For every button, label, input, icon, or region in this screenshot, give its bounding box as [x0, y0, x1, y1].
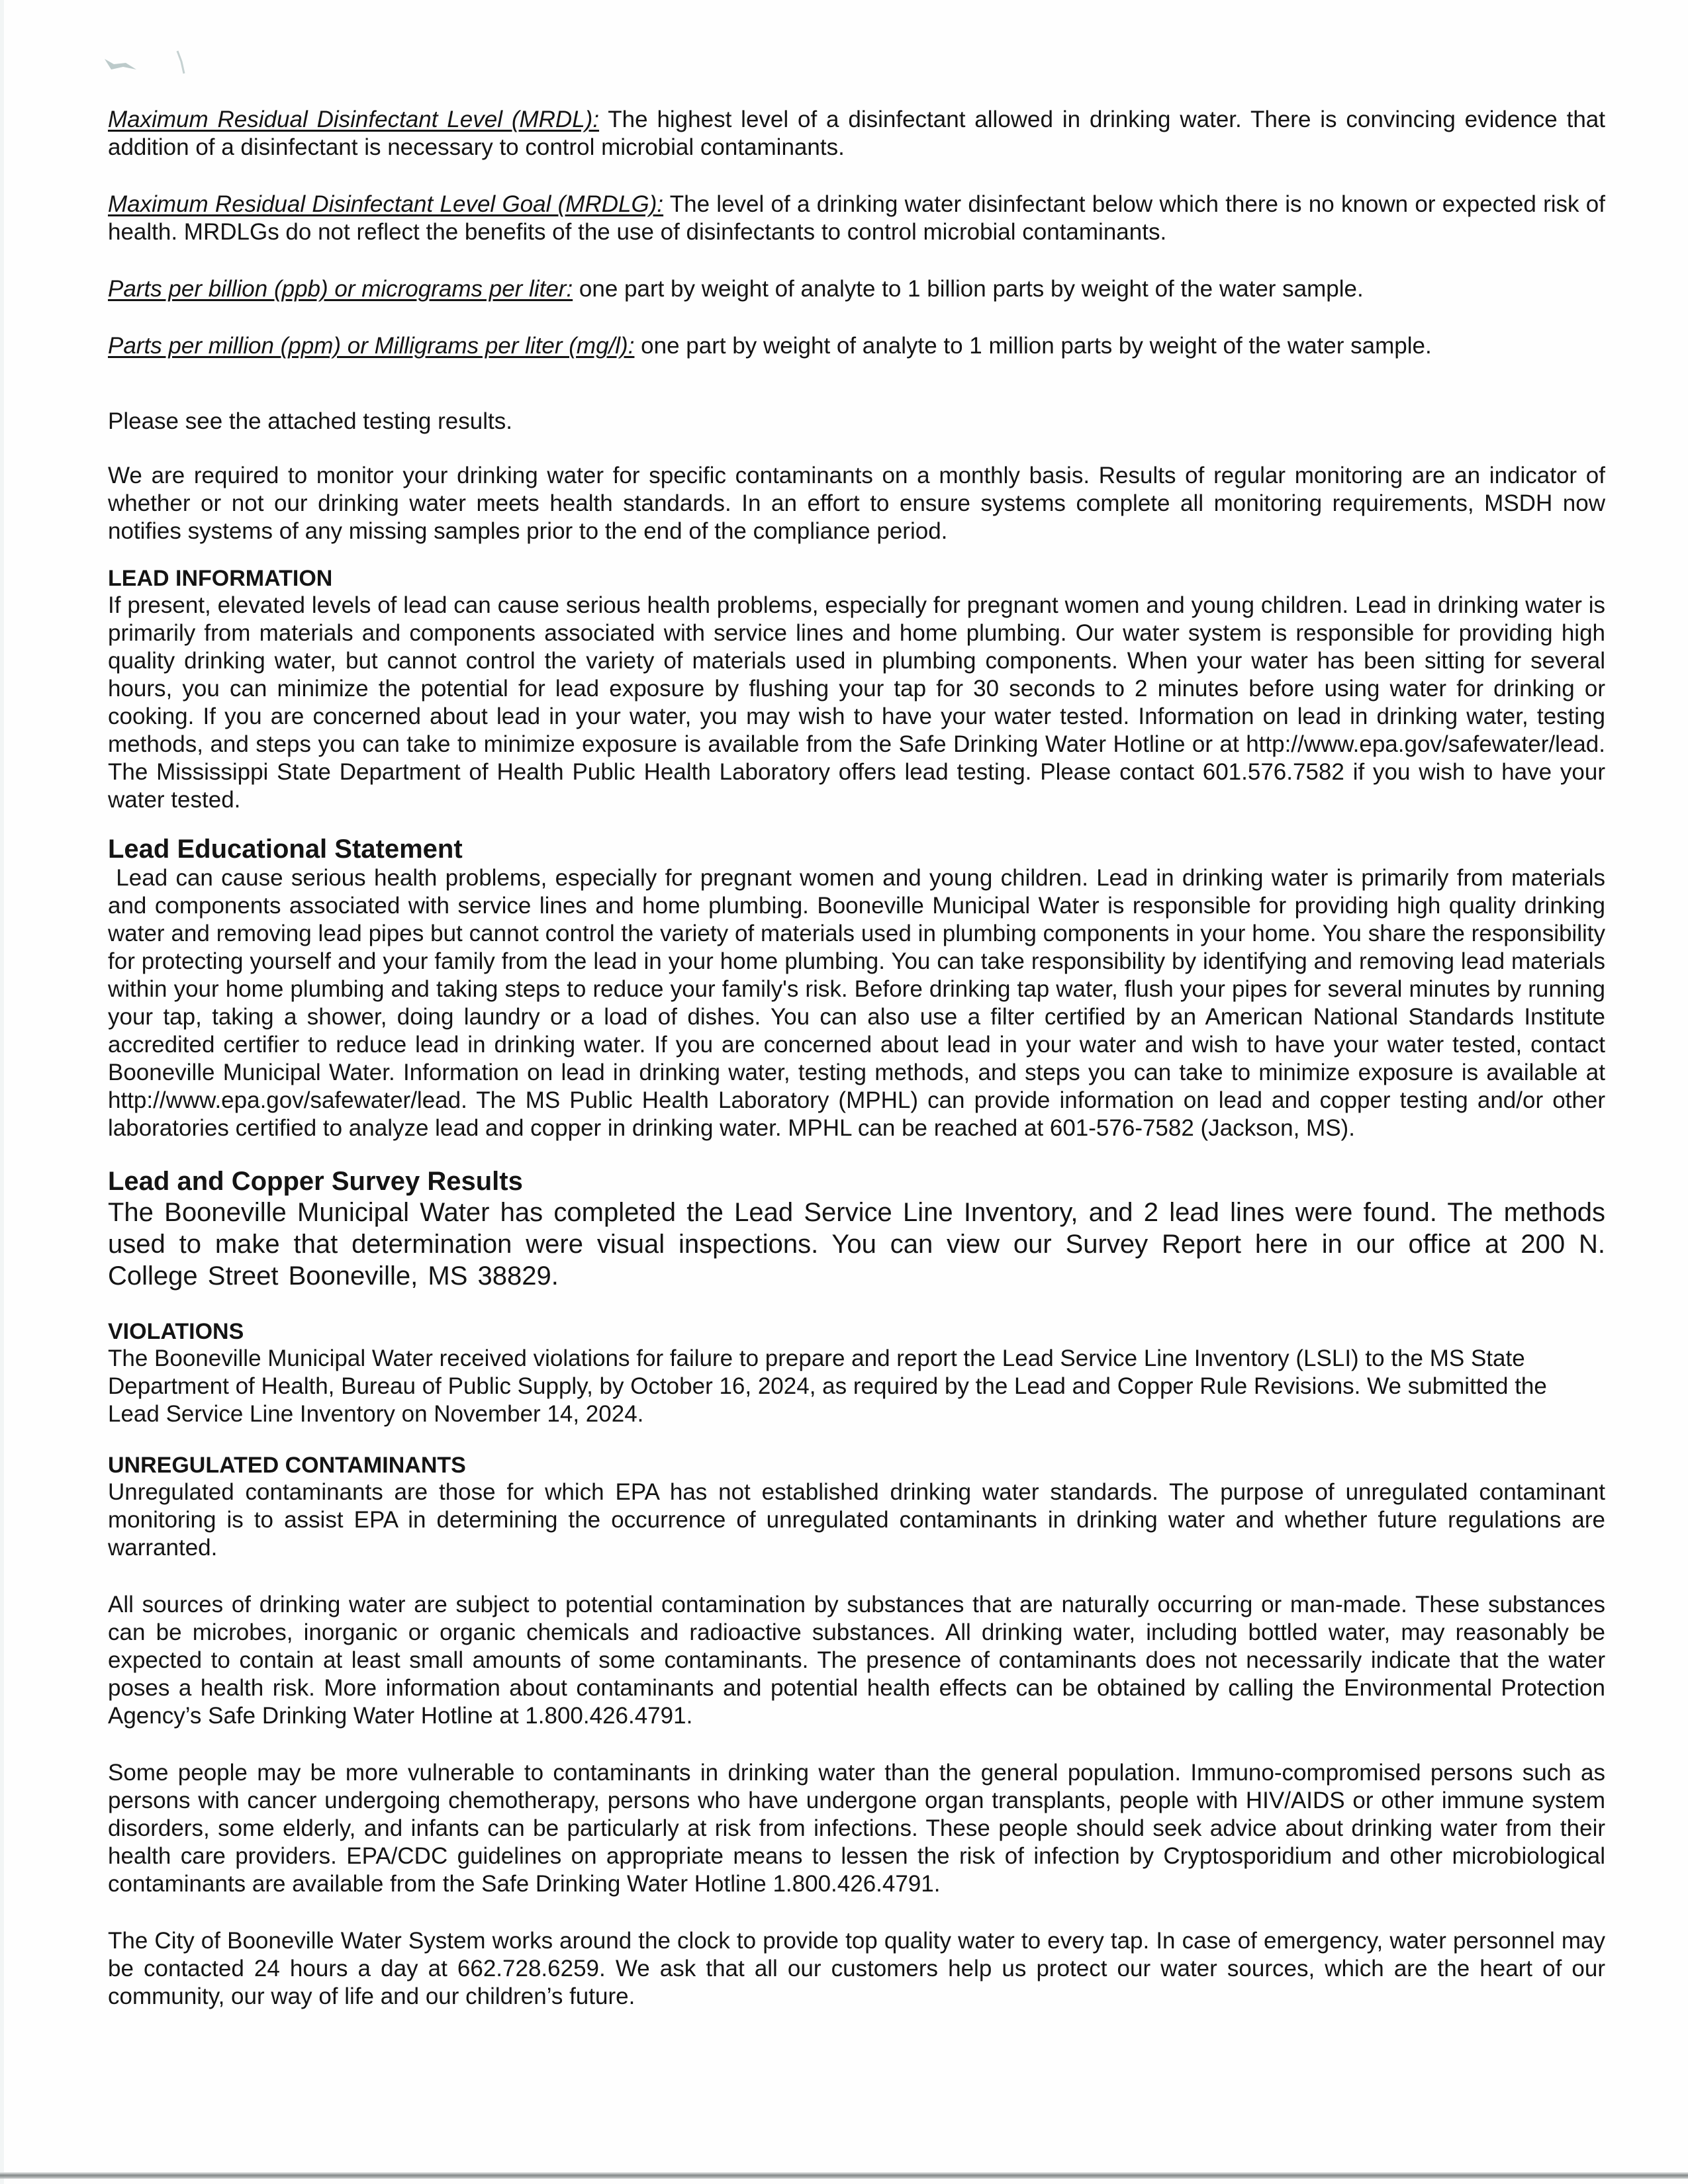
definition-ppm [108, 332, 1605, 360]
definition-text: The highest level of a disinfectant allowed in drinking water. There is convincing evidence that addition of a disinfectant is necessary to control microbial contaminants. [108, 107, 1605, 160]
definition-mrdlg [108, 191, 1605, 246]
lead-copper-survey-body: The Booneville Municipal Water has completed the Lead Service Line Inventory, and 2 lead lines were found. The methods used to make that determination were visual inspections. You can view our Survey Report here in our office at 200 N. College Street Booneville, MS 38829. [108, 1198, 1605, 1291]
definition-text: one part by weight of analyte to 1 million parts by weight of the water sample. [634, 333, 1432, 359]
scan-left-edge [0, 0, 4, 2184]
scan-bottom-edge [0, 2172, 1688, 2179]
definition-term: Parts per billion (ppb) or micrograms per liter: [108, 276, 573, 302]
definition-text: The level of a drinking water disinfectant below which there is no known or expected risk of health. MRDLGs do not reflect the benefits of the use of disinfectants to control microbial contaminants. [108, 191, 1605, 245]
violations-body: The Booneville Municipal Water received violations for failure to prepare and report the Lead Service Line Inventory (LSLI) to the MS State Department of Health, Bureau of Public Supply, by October 16, 2024, as required by the Lead and Copper Rule Revisions. We submitted the Lead Service Line Inventory on November 14, 2024. [108, 1345, 1547, 1427]
definition-term: Maximum Residual Disinfectant Level (MRDL): [108, 107, 600, 132]
attached-results-note: Please see the attached testing results. [108, 408, 512, 434]
monitoring-paragraph: We are required to monitor your drinking water for specific contaminants on a monthly basis. Results of regular monitoring are an indicator of whether or not our drinking water meets health standards. In an effort to ensure systems complete all monitoring requirements, MSDH now notifies systems of any missing samples prior to the end of the compliance period. [108, 463, 1605, 544]
scan-artifact-icon [99, 50, 192, 76]
definition-term: Parts per million (ppm) or Milligrams per liter (mg/l): [108, 333, 635, 359]
unregulated-contaminants-heading: UNREGULATED CONTAMINANTS [108, 1453, 466, 1478]
definition-ppb [108, 275, 1605, 303]
definition-term: Maximum Residual Disinfectant Level Goal (MRDLG): [108, 191, 664, 217]
lead-educational-statement-heading: Lead Educational Statement [108, 835, 463, 864]
unregulated-contaminants-body: Unregulated contaminants are those for which EPA has not established drinking water standards. The purpose of unregulated contaminant monitoring is to assist EPA in determining the occurrence of unregulated contaminants in drinking water and whether future regulations are warranted. [108, 1479, 1605, 1561]
lead-information-heading: LEAD INFORMATION [108, 566, 333, 591]
definition-mrdl [108, 106, 1605, 161]
vulnerable-populations-paragraph: Some people may be more vulnerable to contaminants in drinking water than the general population. Immuno-compromised persons such as persons with cancer undergoing chemotherapy, persons who have undergone organ transplants, people with HIV/AIDS or other immune system disorders, some elderly, and infants can be particularly at risk from infections. These people should seek advice about drinking water from their health care providers. EPA/CDC guidelines on appropriate means to lessen the risk of infection by Cryptosporidium and other microbiological contaminants are available from the Safe Drinking Water Hotline 1.800.426.4791. [108, 1760, 1605, 1897]
document-body [108, 106, 1612, 2011]
contamination-sources-paragraph: All sources of drinking water are subject to potential contamination by substances that are naturally occurring or man-made. These substances can be microbes, inorganic or organic chemicals and radioactive substances. All drinking water, including bottled water, may reasonably be expected to contain at least small amounts of some contaminants. The presence of contaminants does not necessarily indicate that the water poses a health risk. More information about contaminants and potential health effects can be obtained by calling the Environmental Protection Agency’s Safe Drinking Water Hotline at 1.800.426.4791. [108, 1592, 1605, 1729]
lead-educational-statement-body: Lead can cause serious health problems, especially for pregnant women and young children. Lead in drinking water is primarily from materials and components associated with service lines and home plumbing. Booneville Municipal Water is responsible for providing high quality drinking water and removing lead pipes but cannot control the variety of materials used in plumbing components in your home. You share the responsibility for protecting yourself and your family from the lead in your home plumbing. You can take responsibility by identifying and removing lead materials within your home plumbing and taking steps to reduce your family's risk. Before drinking tap water, flush your pipes for several minutes by running your tap, taking a shower, doing laundry or a load of dishes. You can also use a filter certified by an American National Standards Institute accredited certifier to reduce lead in drinking water. If you are concerned about lead in your water and wish to have your water tested, contact Booneville Municipal Water. Information on lead in drinking water, testing methods, and steps you can take to minimize exposure is available at http://www.epa.gov/safewater/lead. The MS Public Health Laboratory (MPHL) can provide information on lead and copper testing and/or other laboratories certified to analyze lead and copper in drinking water. MPHL can be reached at 601-576-7582 (Jackson, MS). [108, 865, 1612, 1141]
city-water-system-paragraph: The City of Booneville Water System works around the clock to provide top quality water to every tap. In case of emergency, water personnel may be contacted 24 hours a day at 662.728.6259. We ask that all our customers help us protect our water sources, which are the heart of our community, our way of life and our children’s future. [108, 1928, 1605, 2009]
violations-heading: VIOLATIONS [108, 1319, 244, 1344]
definition-text: one part by weight of analyte to 1 billion parts by weight of the water sample. [573, 276, 1364, 302]
lead-copper-survey-heading: Lead and Copper Survey Results [108, 1167, 523, 1196]
lead-information-body: If present, elevated levels of lead can cause serious health problems, especially for pregnant women and young children. Lead in drinking water is primarily from materials and components associated with service lines and home plumbing. Our water system is responsible for providing high quality drinking water, but cannot control the variety of materials used in plumbing components. When your water has been sitting for several hours, you can minimize the potential for lead exposure by flushing your tap for 30 seconds to 2 minutes before using water for drinking or cooking. If you are concerned about lead in your water, you may wish to have your water tested. Information on lead in drinking water, testing methods, and steps you can take to minimize exposure is available from the Safe Drinking Water Hotline or at http://www.epa.gov/safewater/lead. The Mississippi State Department of Health Public Health Laboratory offers lead testing. Please contact 601.576.7582 if you wish to have your water tested. [108, 592, 1605, 813]
